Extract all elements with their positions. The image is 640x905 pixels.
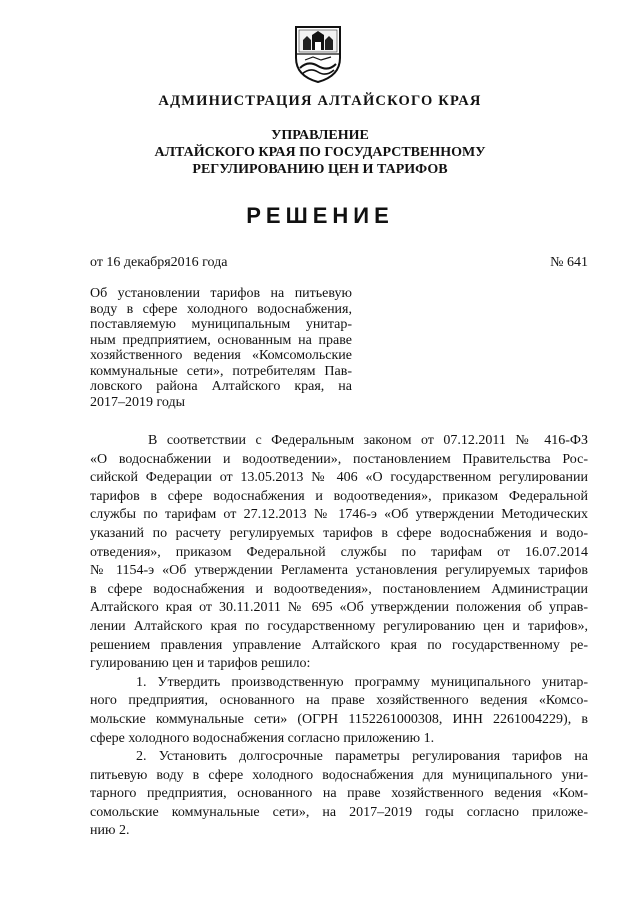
preamble-line: отведения», приказом Федеральной службы по тарифам от 16.07.2014 (90, 544, 588, 560)
subject-line: 2017–2019 годы (90, 394, 186, 410)
department-line: АЛТАЙСКОГО КРАЯ ПО ГОСУДАРСТВЕННОМУ (154, 145, 486, 160)
preamble-line: гулированию цен и тарифов решило: (90, 656, 311, 672)
preamble-line: лении Алтайского края по государственному регулированию цен и тарифов», (90, 618, 588, 634)
subject-line: коммунальные сети», потребителям Пав- (90, 363, 352, 379)
altai-krai-coat-of-arms-icon (293, 24, 343, 84)
subject-line: поставляемую муниципальным унитар- (90, 317, 352, 332)
item-2-line: 2. Установить долгосрочные параметры регулирования тарифов на (136, 749, 588, 765)
document-subject (90, 286, 352, 410)
preamble-line: службы по тарифам от 27.12.2013 № 1746-э «Об утверждении Методических (90, 507, 588, 523)
document-number: № 641 (550, 255, 588, 270)
preamble-line: тарифов в сфере водоснабжения и водоотведения», приказом Федеральной (90, 488, 588, 504)
administration-title: АДМИНИСТРАЦИЯ АЛТАЙСКОГО КРАЯ (158, 93, 482, 109)
document-date: от 16 декабря2016 года (90, 255, 228, 270)
preamble-line: в сфере водоснабжения и водоотведения», постановлением Администрации (90, 581, 588, 597)
subject-line: Об установлении тарифов на питьевую (90, 286, 352, 301)
subject-line: хозяйственного ведения «Комсомольские (90, 348, 352, 363)
document-body (90, 432, 588, 841)
department-line: РЕГУЛИРОВАНИЮ ЦЕН И ТАРИФОВ (192, 162, 448, 177)
item-1-line: мольские коммунальные сети» (ОГРН 1152261000308, ИНН 2261004229), в (90, 711, 588, 727)
department-name (0, 127, 640, 178)
preamble-line: указаний по расчету регулируемых тарифов в сфере водоснабжения и водо- (90, 525, 588, 541)
preamble-line: Алтайского края от 30.11.2011 № 695 «Об утверждении положения об управ- (90, 600, 588, 616)
item-1-line: ного предприятия, основанного на праве хозяйственного ведения «Комсо- (90, 693, 588, 709)
preamble-line: В соответствии с Федеральным законом от 07.12.2011 № 416-ФЗ (148, 433, 588, 448)
preamble-line: «О водоснабжении и водоотведении», постановлением Правительства Рос- (90, 451, 588, 467)
preamble-line: № 1154-э «Об утверждении Регламента установления регулируемых тарифов (90, 563, 588, 579)
preamble-line: решением правления управление Алтайского края по государственному ре- (90, 637, 588, 653)
subject-line: ловского района Алтайского края, на (90, 379, 352, 394)
subject-line: воду в сфере холодного водоснабжения, (90, 301, 352, 317)
subject-line: ным предприятием, основанным на праве (90, 332, 352, 348)
item-2-line: питьевую воду в сфере холодного водоснабжения для муниципального уни- (90, 767, 588, 783)
item-2-line: сомольские коммунальные сети», на 2017–2019 годы согласно приложе- (90, 804, 588, 820)
preamble-line: сийской Федерации от 13.05.2013 № 406 «О государственном регулировании (90, 470, 588, 486)
department-line: УПРАВЛЕНИЕ (271, 128, 369, 143)
item-1-line: 1. Утвердить производственную программу муниципального унитар- (136, 674, 588, 690)
item-2-line: тарного предприятия, основанного на праве хозяйственного ведения «Ком- (90, 786, 588, 802)
item-2-line: нию 2. (90, 823, 130, 839)
item-1-line: сфере холодного водоснабжения согласно приложению 1. (90, 730, 435, 746)
document-type-heading: РЕШЕНИЕ (246, 203, 394, 228)
